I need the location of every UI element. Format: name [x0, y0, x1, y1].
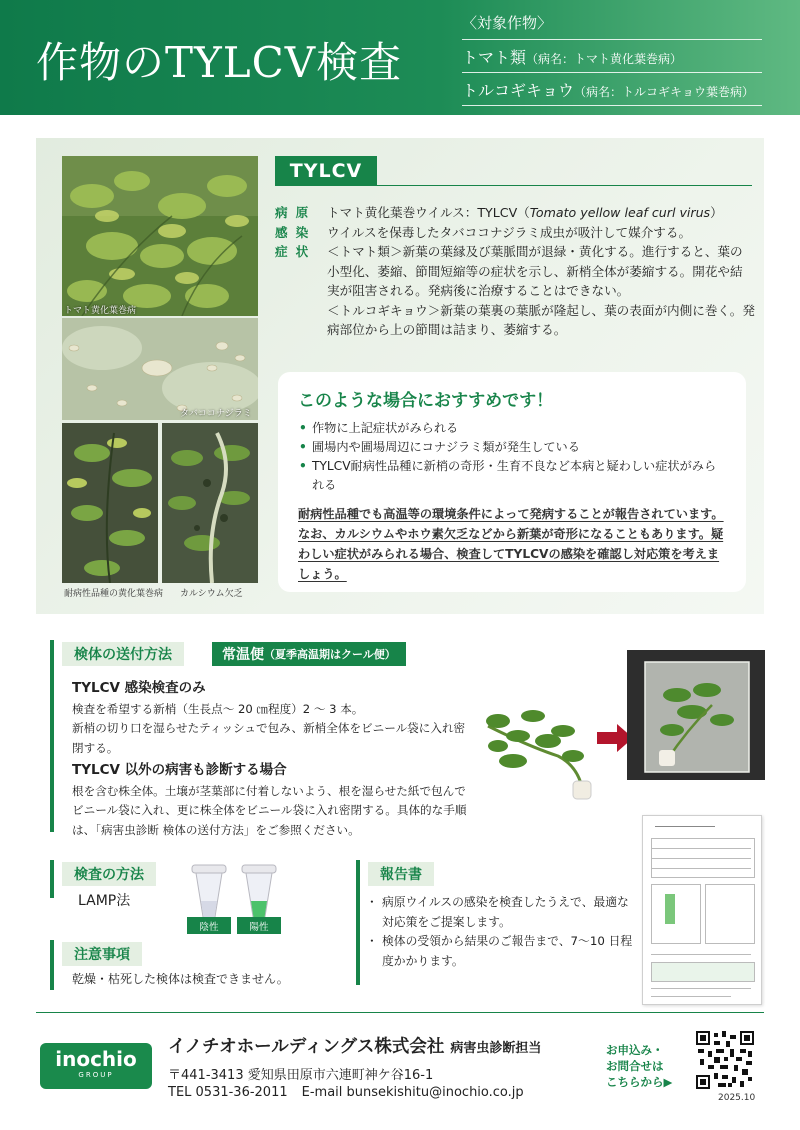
logo-text: inochio: [55, 1047, 137, 1071]
photo-caption: タバココナジラミ: [180, 409, 252, 419]
crop-name: トマト類: [462, 48, 527, 67]
qr-code-icon[interactable]: [696, 1031, 754, 1089]
company-name: [168, 1033, 541, 1058]
phone: TEL 0531-36-2011: [168, 1085, 288, 1100]
photo-caption-resistant: 耐病性品種の黄化葉巻病: [64, 589, 164, 599]
section-label-caution: 注意事項: [62, 942, 142, 966]
list-item: ・ 病原ウイルスの感染を検査したうえで、最適な対応策をご提案します。: [370, 893, 635, 932]
info-row-symptom: [275, 242, 755, 340]
photo-calcium-deficiency: [162, 423, 258, 583]
target-crops: [462, 12, 762, 106]
contact-line: [168, 1085, 524, 1100]
crop-name: トルコギキョウ: [462, 81, 575, 100]
logo-subtext: GROUP: [78, 1071, 114, 1079]
info-key: 感染: [275, 224, 317, 240]
company-name-text: イノチオホールディングス株式会社: [168, 1037, 445, 1057]
cta-line: お問合せは: [606, 1059, 664, 1073]
info-row-infection: [275, 223, 755, 243]
header-banner: [0, 0, 800, 115]
list-item: • TYLCV耐病性品種に新梢の奇形・生育不良など本病と疑わしい症状がみられる: [298, 457, 726, 495]
cta-line: お申込み・: [606, 1043, 664, 1057]
sending-other-diseases: [72, 761, 472, 840]
symptom-lisianthus: ＜トルコギキョウ＞新葉の葉裏の葉脈が隆起し、葉の表面が内側に巻く。発病部位から上の節間は詰まり、萎縮する。: [327, 302, 755, 337]
list-item: ・ 検体の受領から結果のご報告まで、7～10 日程度かかります。: [370, 932, 635, 971]
shipping-temp-main: 常温便: [222, 647, 264, 663]
info-value: ウイルスを保毒したタバココナジラミ成虫が吸汁して媒介する。: [327, 224, 692, 240]
info-value: [327, 242, 755, 340]
address: 〒441-3413 愛知県田原市六連町神ケ谷16-1: [168, 1068, 434, 1083]
pathogen-end: ）: [710, 205, 723, 220]
info-key: 病原: [275, 205, 317, 220]
email-link[interactable]: E-mail bunsekishitu@inochio.co.jp: [301, 1085, 524, 1100]
caution-text: 乾燥・枯死した検体は検査できません。: [72, 972, 289, 986]
recommendation-list: [298, 419, 726, 495]
photo-sample-cutting: [478, 686, 616, 804]
crop-disease: （病名：トルコギキョウ葉巻病）: [574, 85, 755, 99]
method-value: LAMP法: [78, 893, 131, 909]
company-logo: [40, 1043, 152, 1089]
sending-infection-only: [72, 679, 472, 758]
photo-tomato-yellow-leaf-curl: [62, 156, 258, 316]
recommendation-title: このような場合におすすめです！: [298, 391, 554, 411]
photo-caption: トマト黄化葉巻病: [64, 306, 137, 316]
sending-subheading: TYLCV 感染検査のみ: [72, 680, 206, 696]
divider: [377, 185, 752, 186]
symptom-tomato: ＜トマト類＞新葉の葉縁及び葉脈間が退緑・黄化する。進行すると、葉の小型化、萎縮、節間短縮等の症状を示し、新梢全体が萎縮する。開花や結実が阻害される。発病後に治療することはできない。: [327, 244, 743, 298]
info-key: 症状: [275, 244, 317, 259]
section-label-sending: 検体の送付方法: [62, 642, 184, 666]
section-bar: [50, 640, 54, 832]
sending-subheading: TYLCV 以外の病害も診断する場合: [72, 762, 287, 778]
shipping-temperature: [212, 642, 406, 666]
recommendation-note-text: 耐病性品種でも高温等の環境条件によって発病することが報告されています。なお、カルシウムやホウ素欠乏などから新葉が奇形になることもあります。疑わしい症状がみられる場合、検査してTYLCVの感染を確認し対応策を考えましょう。: [298, 507, 724, 581]
negative-label: 陰性: [187, 917, 231, 934]
crop-row-tomato: [462, 40, 762, 73]
info-row-pathogen: [275, 203, 755, 223]
photo-caption-calcium: カルシウム欠乏: [180, 589, 243, 599]
tylcv-badge: TYLCV: [275, 156, 377, 186]
photo-sample-bag: [627, 650, 765, 780]
positive-label: 陽性: [237, 917, 281, 934]
recommendation-note: [298, 504, 726, 584]
info-value: [327, 203, 755, 223]
issue-date: 2025.10: [718, 1093, 756, 1103]
report-sample-image: [642, 815, 762, 1005]
section-label-method: 検査の方法: [62, 862, 156, 886]
sending-line: 根を含む株全体。土壌が茎葉部に付着しないよう、根を湿らせた紙で包んでビニール袋に入れ、更に株全体をビニール袋に入れ密閉する。具体的な手順は、「病害虫診断 検体の送付方法」をご参照ください。: [72, 783, 467, 837]
crop-row-lisianthus: [462, 73, 762, 106]
crop-disease: （病名：トマト黄化葉巻病）: [526, 52, 683, 66]
sending-line: 検査を希望する新梢（生長点～ 20 ㎝程度）2 ～ 3 本。: [72, 701, 364, 716]
contact-cta[interactable]: [606, 1042, 696, 1090]
section-bar: [50, 940, 54, 990]
photo-resistant-variety: [62, 423, 158, 583]
department: 病害虫診断担当: [450, 1041, 542, 1056]
shipping-temp-note: （夏季高温期はクール便）: [264, 648, 396, 661]
section-bar: [50, 860, 54, 898]
recommendation-box: [278, 372, 746, 592]
pathogen-text: トマト黄化葉巻ウイルス：TYLCV（: [327, 205, 530, 220]
cta-line: こちらから▶: [606, 1075, 673, 1089]
report-list: [370, 893, 635, 971]
sending-line: 新梢の切り口を湿らせたティッシュで包み、新梢全体をビニール袋に入れ密閉する。: [72, 721, 466, 755]
disease-info: [275, 203, 755, 340]
section-bar: [356, 860, 360, 985]
list-item: • 作物に上記症状がみられる: [298, 419, 726, 438]
photo-whitefly: [62, 318, 258, 420]
pathogen-scientific-name: Tomato yellow leaf curl virus: [529, 205, 711, 220]
target-crops-label: 〈対象作物〉: [462, 12, 762, 40]
list-item: • 圃場内や圃場周辺にコナジラミ類が発生している: [298, 438, 726, 457]
section-label-report: 報告書: [368, 862, 434, 886]
footer-divider: [36, 1012, 764, 1013]
page-title: 作物のTYLCV検査: [36, 38, 403, 87]
